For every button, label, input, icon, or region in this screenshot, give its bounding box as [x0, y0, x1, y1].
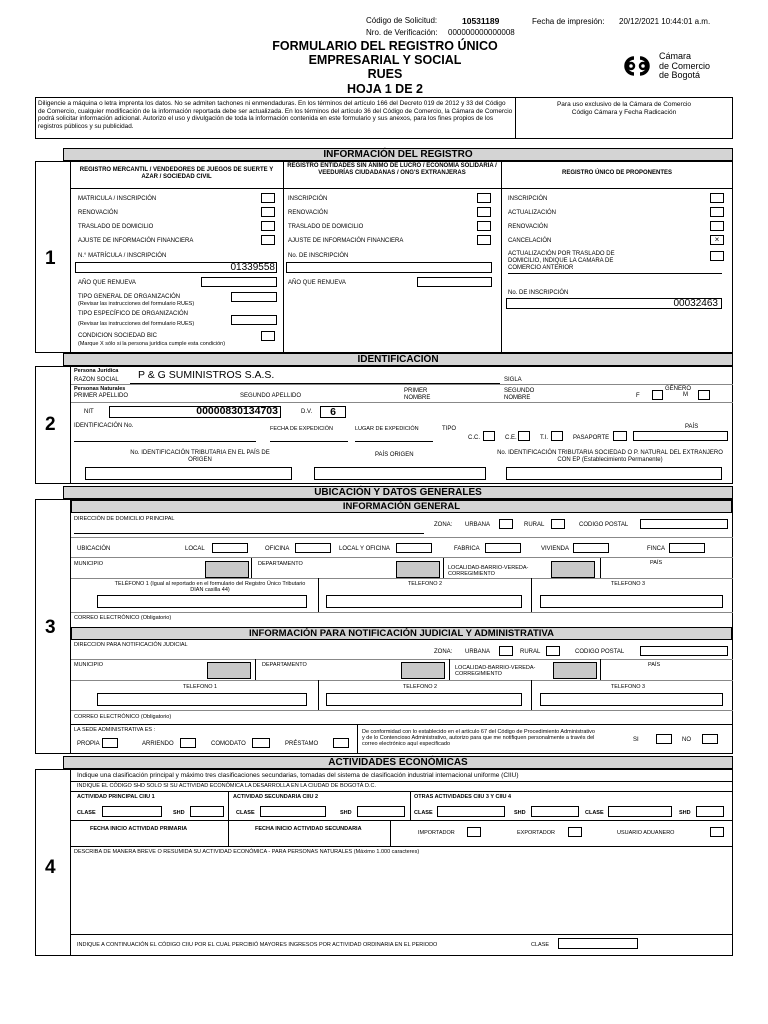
shd4-label: SHD	[679, 810, 691, 816]
col2-checkbox[interactable]	[477, 193, 491, 203]
correo2-label: CORREO ELECTRÓNICO (Obligatorio)	[74, 714, 172, 720]
municipio-code-box[interactable]	[205, 561, 249, 578]
no-inscripcion3-value: 00032463	[673, 298, 718, 309]
conformidad-text: De conformidad con lo establecido en el artículo 67 del Código de Procedimiento Administrativo y de lo Contencioso Administrativo, autorizo para que me notifiquen personalmente a través del correo electrónico aquí especificado	[362, 729, 595, 747]
comodato-label: COMODATO	[211, 741, 246, 747]
rural-label: RURAL	[524, 522, 545, 528]
section-1-number: 1	[45, 248, 56, 269]
prestamo-label: PRÉSTAMO	[285, 741, 319, 747]
section-registro-header: INFORMACIÓN DEL REGISTRO	[63, 148, 733, 161]
shd3-field[interactable]	[531, 806, 579, 817]
col3-header: REGISTRO ÚNICO DE PROPONENTES	[561, 170, 672, 176]
sigla-label: SIGLA	[504, 377, 522, 383]
intro-text: Diligencie a máquina o letra imprenta los datos. No se admiten tachones ni enmendaduras. En los términos del artículo 166 del Decreto 019 de 2012 y 33 del Código de Comercio, cualquier modificación de la información reportada debe ser actualizada. En los términos del artículo 36 del Código de Comercio, la Cámara de Comercio podrá solicitar información adicional. Autorizo el uso y divulgación de toda la información contenida en este formulario y sus anexos, para los fines propios de los registros públicos y su publicidad.	[38, 100, 513, 130]
identificacion-label: IDENTIFICACIÓN No.	[74, 423, 134, 429]
shd4-field[interactable]	[696, 806, 724, 817]
col2-checkbox[interactable]	[477, 221, 491, 231]
col3-item: RENOVACIÓN	[508, 224, 548, 230]
ce-label: C.E.	[505, 435, 517, 441]
fecha-secundaria-label: FECHA INICIO ACTIVIDAD SECUNDARIA	[255, 826, 362, 832]
lugar-expedicion-label: LUGAR DE EXPEDICIÓN	[355, 426, 419, 432]
traslado-label: ACTUALIZACIÓN POR TRASLADO DE DOMICILIO, INDIQUE LA CAMARA DE COMERCIO ANTERIOR	[508, 251, 615, 271]
vivienda-checkbox[interactable]	[573, 543, 609, 553]
mayores-ingresos-label: INDIQUE A CONTINUACIÓN EL CÓDIGO CIIU POR EL CUAL PERCIBIÓ MAYORES INGRESOS POR ACTIVIDAD ORDINARIA EN EL PERIODO	[77, 942, 438, 948]
ti-label: T.I.	[540, 435, 549, 441]
shd1-field[interactable]	[190, 806, 224, 817]
matricula-label: N.° MATRÍCULA / INSCRIPCIÓN	[78, 253, 167, 259]
razon-social-value: P & G SUMINISTROS S.A.S.	[138, 369, 275, 381]
verificacion-label: Nro. de Verificación:	[366, 28, 438, 37]
fabrica-label: FABRICA	[454, 546, 480, 552]
form-title-line3: RUES	[367, 67, 403, 81]
clase4-field[interactable]	[608, 806, 672, 817]
fecha-primaria-label: FECHA INICIO ACTIVIDAD PRIMARIA	[90, 826, 188, 832]
razon-social-label: RAZON SOCIAL	[74, 377, 119, 383]
actividad-secundaria-label: ACTIVIDAD SECUNDARIA CIIU 2	[233, 794, 319, 800]
local-oficina-label: LOCAL Y OFICINA	[339, 546, 390, 552]
clase-final-field[interactable]	[558, 938, 638, 949]
genero-label: GÉNERO	[665, 386, 692, 392]
usuario-aduanero-label: USUARIO ADUANERO	[617, 830, 675, 836]
municipio-label: MUNICIPIO	[74, 561, 104, 567]
ano-renueva2-field[interactable]	[417, 277, 492, 287]
no-inscripcion3-label: No. DE INSCRIPCIÓN	[508, 290, 569, 296]
cc-label: C.C.	[468, 435, 480, 441]
shd2-label: SHD	[340, 810, 352, 816]
hoja-label: HOJA 1 DE 2	[347, 82, 423, 96]
pais-origen-field[interactable]	[314, 467, 486, 480]
arriendo-checkbox[interactable]	[180, 738, 196, 748]
section-2-number: 2	[45, 414, 56, 435]
form-title-line1: FORMULARIO DEL REGISTRO ÚNICO	[272, 39, 498, 53]
dv-field[interactable]: 6	[320, 406, 346, 418]
rural2-checkbox[interactable]	[546, 646, 560, 656]
pasaporte-label: PASAPORTE	[573, 435, 610, 441]
si-checkbox[interactable]	[656, 734, 672, 744]
bic-note: (Marque X sólo si la persona jurídica cumple esta condición)	[78, 341, 226, 347]
genero-m-label: M	[683, 392, 688, 398]
tel1b-field[interactable]	[97, 693, 307, 706]
departamento-code-box[interactable]	[396, 561, 440, 578]
importador-label: IMPORTADOR	[418, 830, 455, 836]
tel1-label: TELÉFONO 1 (Igual al reportado en el formulario del Registro Único Tributario DIAN casilla 44)	[114, 581, 306, 593]
genero-f-label: F	[636, 393, 640, 399]
col1-checkbox[interactable]	[261, 235, 275, 245]
col1-item: AJUSTE DE INFORMACIÓN FINANCIERA	[78, 238, 194, 244]
col2-item: AJUSTE DE INFORMACIÓN FINANCIERA	[288, 238, 404, 244]
col2-item: INSCRIPCIÓN	[288, 196, 328, 202]
cancelacion-checkbox-checked[interactable]: ×	[710, 235, 724, 245]
clase4-label: CLASE	[585, 810, 604, 816]
col2-header: REGISTRO ENTIDADES SIN ÁNIMO DE LUCRO / ECONOMÍA SOLIDARIA / VEEDURÍAS CIUDADANAS / ONG'S EXTRANJERAS	[287, 163, 497, 176]
municipio2-label: MUNICIPIO	[74, 662, 104, 668]
propia-checkbox[interactable]	[102, 738, 118, 748]
col1-checkbox[interactable]	[261, 221, 275, 231]
codigo-postal-label: CODIGO POSTAL	[579, 522, 629, 528]
finca-checkbox[interactable]	[669, 543, 705, 553]
sede-label: LA SEDE ADMINISTRATIVA ES :	[74, 727, 156, 733]
propia-label: PROPIA	[77, 741, 100, 747]
zona2-label: ZONA:	[434, 649, 453, 655]
local-checkbox[interactable]	[212, 543, 248, 553]
tel2b-field[interactable]	[326, 693, 522, 706]
pais-origen-label: PAÍS ORIGEN	[375, 452, 414, 458]
genero-f-checkbox[interactable]	[652, 390, 663, 400]
ano-renueva-label: AÑO QUE RENUEVA	[78, 280, 136, 286]
nit-sociedad-label: No. IDENTIFICACIÓN TRIBUTARIA SOCIEDAD O P. NATURAL DEL EXTRANJERO CON EP (Establecimiento Permanente)	[497, 450, 723, 463]
si-label: SI	[633, 737, 639, 743]
codigo-postal2-label: CODIGO POSTAL	[575, 649, 625, 655]
codigo-value: 10531189	[462, 16, 500, 26]
departamento2-code-box[interactable]	[401, 662, 445, 679]
col3-item: ACTUALIZACIÓN	[508, 210, 557, 216]
camara-logo-text: Cámara de Comercio de Bogotá	[659, 51, 711, 80]
local-label: LOCAL	[185, 546, 205, 552]
ti-checkbox[interactable]	[551, 431, 563, 441]
municipio2-code-box[interactable]	[207, 662, 251, 679]
tel2b-label: TELEFONO 2	[402, 684, 438, 690]
primer-nombre-label: PRIMER NOMBRE	[404, 388, 431, 401]
section-ubicacion-header: UBICACIÓN Y DATOS GENERALES	[63, 486, 733, 499]
informacion-general-header: INFORMACIÓN GENERAL	[71, 500, 732, 513]
section-4-number: 4	[45, 857, 56, 878]
col2-checkbox[interactable]	[477, 207, 491, 217]
nit-label: NIT	[84, 409, 94, 415]
clase2-label: CLASE	[236, 810, 255, 816]
col1-item: TRASLADO DE DOMICILIO	[78, 224, 154, 230]
ano-renueva2-label: AÑO QUE RENUEVA	[288, 280, 346, 286]
zona-label: ZONA:	[434, 522, 453, 528]
usuario-aduanero-checkbox[interactable]	[710, 827, 724, 837]
tel3-label: TELEFONO 3	[610, 581, 646, 587]
no-label: NO	[682, 737, 691, 743]
nit-origen-label: No. IDENTIFICACIÓN TRIBUTARIA EN EL PAÍS DE ORIGEN	[130, 450, 270, 463]
actividad-principal-label: ACTIVIDAD PRINCIPAL CIIU 1	[77, 794, 155, 800]
oficina-label: OFICINA	[265, 546, 290, 552]
pais-field[interactable]	[633, 431, 728, 441]
clase-final-label: CLASE	[531, 942, 550, 948]
clase1-field[interactable]	[102, 806, 162, 817]
col1-header: REGISTRO MERCANTIL / VENDEDORES DE JUEGOS DE SUERTE Y AZAR / SOCIEDAD CIVIL	[79, 167, 274, 180]
clase3-label: CLASE	[414, 810, 433, 816]
departamento-label: DEPARTAMENTO	[258, 561, 303, 567]
localidad2-label: LOCALIDAD-BARRIO-VEREDA-CORREGIMIENTO	[455, 665, 536, 677]
tipo-especifico-label: TIPO ESPECÍFICO DE ORGANIZACIÓN	[78, 311, 189, 317]
verificacion-value: 000000000000008	[448, 28, 515, 37]
fecha-expedicion-label: FECHA DE EXPEDICIÓN	[270, 426, 333, 432]
arriendo-label: ARRIENDO	[142, 741, 174, 747]
no-checkbox[interactable]	[702, 734, 718, 744]
direccion-notif-label: DIRECCION PARA NOTIFICACIÓN JUDICIAL	[74, 642, 188, 648]
genero-m-checkbox[interactable]	[698, 390, 710, 400]
urbana2-label: URBANA	[465, 649, 491, 655]
exportador-label: EXPORTADOR	[517, 830, 555, 836]
tel3b-field[interactable]	[540, 693, 723, 706]
otras-actividades-label: OTRAS ACTIVIDADES CIIU 3 Y CIIU 4	[414, 794, 512, 800]
tel2-field[interactable]	[326, 595, 522, 608]
direccion-principal-label: DIRECCIÓN DE DOMICILIO PRINCIPAL	[74, 516, 175, 522]
urbana2-checkbox[interactable]	[499, 646, 513, 656]
rural2-label: RURAL	[520, 649, 541, 655]
col2-item: TRASLADO DE DOMICILIO	[288, 224, 364, 230]
ano-renueva-field[interactable]	[201, 277, 277, 287]
segundo-nombre-label: SEGUNDO NOMBRE	[504, 388, 535, 401]
notificacion-header: INFORMACIÓN PARA NOTIFICACIÓN JUDICIAL Y ADMINISTRATIVA	[71, 627, 732, 640]
col3-checkbox[interactable]	[710, 193, 724, 203]
section-actividades-header: ACTIVIDADES ECONÓMICAS	[63, 756, 733, 769]
pais2-label: PAÍS	[648, 662, 661, 668]
tipo-general-note: (Revisar las instrucciones del formulario RUES)	[78, 301, 195, 307]
tel1b-label: TELEFONO 1	[182, 684, 218, 690]
urbana-label: URBANA	[465, 522, 491, 528]
correo-label: CORREO ELECTRÓNICO (Obligatorio)	[74, 615, 172, 621]
pj-label: Persona Jurídica	[74, 368, 119, 374]
clase1-label: CLASE	[77, 810, 96, 816]
nit-origen-field[interactable]	[85, 467, 292, 480]
camara-logo-icon	[617, 52, 657, 80]
prestamo-checkbox[interactable]	[333, 738, 349, 748]
rural-checkbox[interactable]	[551, 519, 565, 529]
col1-checkbox[interactable]	[261, 207, 275, 217]
traslado-checkbox[interactable]	[710, 251, 724, 261]
localidad-label: LOCALIDAD-BARRIO-VEREDA-CORREGIMIENTO	[448, 565, 529, 577]
col3-checkbox[interactable]	[710, 221, 724, 231]
pn-label: Personas Naturales	[74, 386, 126, 392]
shd-note: INDIQUE EL CÓDIGO SHD SOLO SI SU ACTIVIDAD ECONÓMICA LA DESARROLLA EN LA CIUDAD DE BOGOTÁ D.C.	[77, 783, 377, 789]
comodato-checkbox[interactable]	[252, 738, 270, 748]
clase3-field[interactable]	[437, 806, 505, 817]
dv-label: D.V.	[301, 409, 313, 415]
shd2-field[interactable]	[357, 806, 405, 817]
section-identificacion-header: IDENTIFICACIÓN	[63, 353, 733, 366]
cc-checkbox[interactable]	[483, 431, 495, 441]
pasaporte-checkbox[interactable]	[613, 431, 627, 441]
bic-label: CONDICION SOCIEDAD BIC	[78, 333, 158, 339]
fecha-value: 20/12/2021 10:44:01 a.m.	[619, 17, 711, 26]
form-title-line2: EMPRESARIAL Y SOCIAL	[308, 53, 462, 67]
shd3-label: SHD	[514, 810, 526, 816]
matricula-value: 01339558	[230, 262, 275, 273]
tipo-general-field[interactable]	[231, 292, 277, 302]
ce-checkbox[interactable]	[518, 431, 530, 441]
descripcion-textarea[interactable]	[72, 857, 732, 933]
exclusive-use-line1: Para uso exclusivo de la Cámara de Comercio	[556, 101, 692, 108]
finca-label: FINCA	[647, 546, 665, 552]
tel1-field[interactable]	[97, 595, 307, 608]
col1-checkbox[interactable]	[261, 193, 275, 203]
local-oficina-checkbox[interactable]	[396, 543, 432, 553]
fecha-label: Fecha de impresión:	[532, 17, 605, 26]
primer-apellido-label: PRIMER APELLIDO	[74, 393, 129, 399]
bic-checkbox[interactable]	[261, 331, 275, 341]
codigo-postal-field[interactable]	[640, 519, 728, 529]
fabrica-checkbox[interactable]	[485, 543, 521, 553]
no-inscripcion-label: No. DE INSCRIPCIÓN	[288, 253, 349, 259]
col2-item: RENOVACIÓN	[288, 210, 328, 216]
vivienda-label: VIVIENDA	[541, 546, 570, 552]
no-inscripcion-field[interactable]	[286, 262, 492, 273]
oficina-checkbox[interactable]	[295, 543, 331, 553]
codigo-label: Código de Solicitud:	[366, 16, 438, 25]
segundo-apellido-label: SEGUNDO APELLIDO	[240, 393, 302, 399]
col3-item: INSCRIPCIÓN	[508, 196, 548, 202]
localidad2-code-box[interactable]	[553, 662, 597, 679]
ubicacion-label: UBICACIÓN	[77, 546, 111, 552]
urbana-checkbox[interactable]	[499, 519, 513, 529]
tipo-especifico-note: (Revisar las instrucciones del formulario RUES)	[78, 321, 195, 327]
tel3-field[interactable]	[540, 595, 723, 608]
col3-checkbox[interactable]	[710, 207, 724, 217]
shd1-label: SHD	[173, 810, 185, 816]
departamento2-label: DEPARTAMENTO	[262, 662, 307, 668]
section-3-number: 3	[45, 617, 56, 638]
describa-label: DESCRIBA DE MANERA BREVE O RESUMIDA SU ACTIVIDAD ECONÓMICA - PARA PERSONAS NATURALES (Máximo 1.000 caracteres)	[74, 849, 420, 855]
tel3b-label: TELEFONO 3	[610, 684, 646, 690]
pais-label: PAÍS	[685, 424, 699, 430]
tel2-label: TELEFONO 2	[407, 581, 443, 587]
importador-checkbox[interactable]	[467, 827, 481, 837]
clase2-field[interactable]	[260, 806, 326, 817]
col1-item: MATRICULA / INSCRIPCIÓN	[78, 196, 157, 202]
exportador-checkbox[interactable]	[568, 827, 582, 837]
col1-item: RENOVACIÓN	[78, 210, 118, 216]
pais-ubicacion-label: PAÍS	[650, 560, 663, 566]
nit-sociedad-field[interactable]	[506, 467, 722, 480]
actividades-intro: Indique una clasificación principal y máximo tres clasificaciones secundarias, tomadas del sistema de clasificación industrial internacional uniforme (CIIU)	[77, 772, 519, 779]
nit-value: 00000830134703	[196, 405, 278, 417]
col3-item: CANCELACIÓN	[508, 238, 552, 244]
codigo-postal2-field[interactable]	[640, 646, 728, 656]
tipo-especifico-field[interactable]	[231, 315, 277, 325]
tipo-label: TIPO	[442, 426, 457, 432]
localidad-code-box[interactable]	[551, 561, 595, 578]
exclusive-use-line2: Código Cámara y Fecha Radicación	[571, 109, 677, 116]
tipo-general-label: TIPO GENERAL DE ORGANIZACIÓN	[78, 294, 181, 300]
col2-checkbox[interactable]	[477, 235, 491, 245]
